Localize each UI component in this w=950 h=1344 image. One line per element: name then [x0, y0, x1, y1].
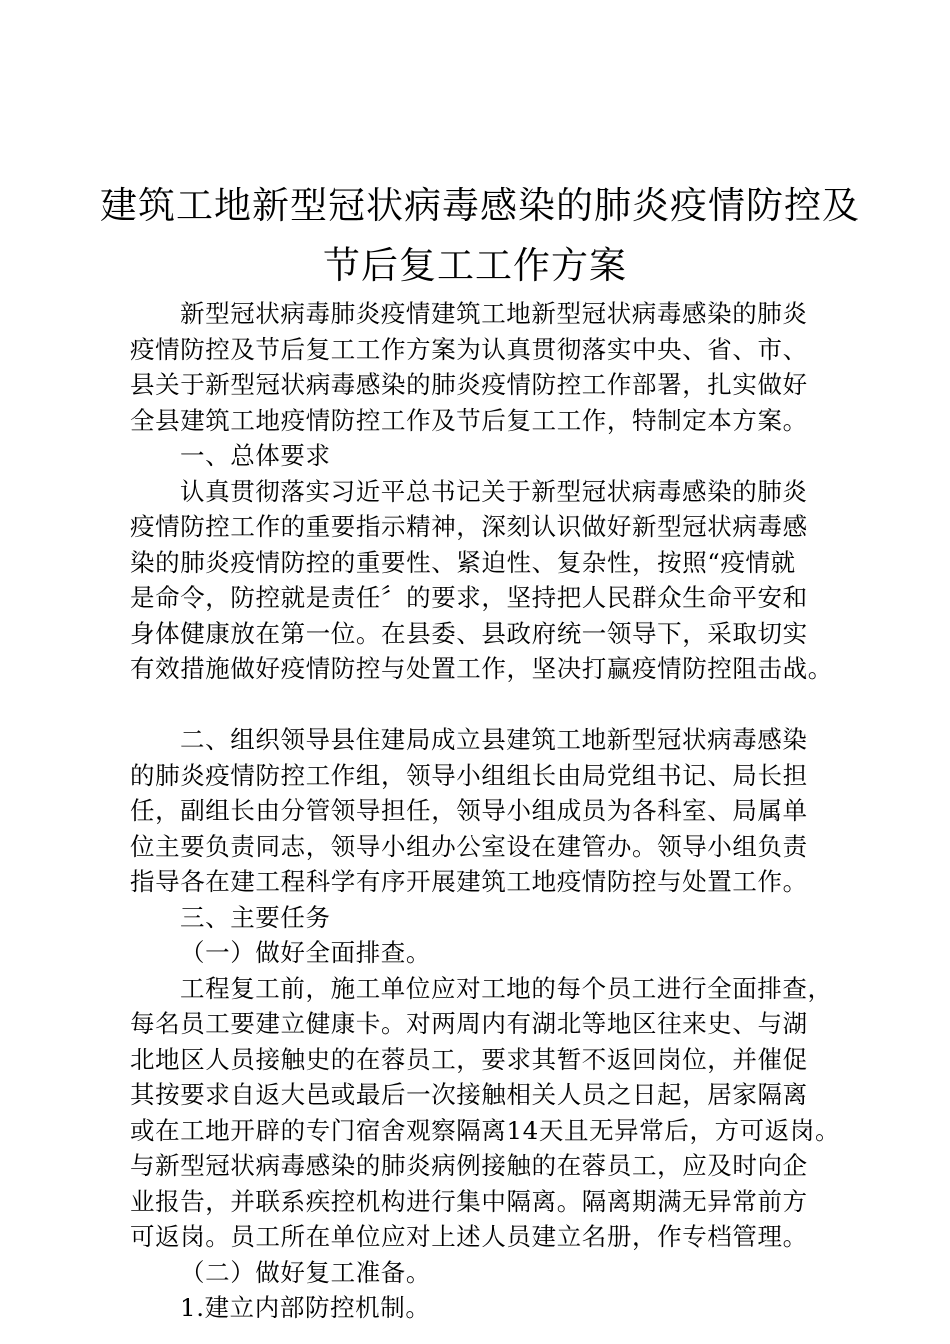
document-title-line-2: 节后复工工作方案	[323, 244, 627, 287]
intro-paragraph-line: 全县建筑工地疫情防控工作及节后复工工作，特制定本方案。	[130, 405, 808, 435]
paragraph-line: 工程复工前，施工单位应对工地的每个员工进行全面排查，	[180, 973, 833, 1003]
section-heading-main-tasks: 三、主要任务	[180, 902, 331, 932]
paragraph-line: 与新型冠状病毒感染的肺炎病例接触的在蓉员工，应及时向企	[130, 1151, 808, 1180]
paragraph-line: 可返岗。员工所在单位应对上述人员建立名册，作专档管理。	[130, 1222, 808, 1251]
paragraph-line: 位主要负责同志，领导小组办公室设在建管办。领导小组负责	[130, 831, 808, 861]
list-item-internal-mechanism: 1.建立内部防控机制。	[180, 1293, 431, 1322]
paragraph-line: 有效措施做好疫情防控与处置工作，坚决打赢疫情防控阻击战。	[130, 654, 833, 683]
paragraph-line: 疫情防控工作的重要指示精神，深刻认识做好新型冠状病毒感	[130, 512, 808, 541]
intro-paragraph-line: 疫情防控及节后复工工作方案为认真贯彻落实中央、省、市、	[130, 334, 808, 364]
intro-paragraph-line: 新型冠状病毒肺炎疫情建筑工地新型冠状病毒感染的肺炎	[180, 299, 808, 328]
paragraph-line: 任，副组长由分管领导担任，领导小组成员为各科室、局属单	[130, 796, 808, 825]
subsection-heading-screening: （一）做好全面排查。	[180, 938, 431, 967]
paragraph-line: 认真贯彻落实习近平总书记关于新型冠状病毒感染的肺炎	[180, 476, 808, 506]
document-title-line-1: 建筑工地新型冠状病毒感染的肺炎疫情防控及	[100, 184, 860, 227]
paragraph-line: 其按要求自返大邑或最后一次接触相关人员之日起，居家隔离	[130, 1080, 808, 1109]
paragraph-line: 业报告，并联系疾控机构进行集中隔离。隔离期满无异常前方	[130, 1186, 808, 1216]
paragraph-line: 每名员工要建立健康卡。对两周内有湖北等地区往来史、与湖	[130, 1009, 808, 1038]
paragraph-line: 染的肺炎疫情防控的重要性、紧迫性、复杂性，按照“疫情就	[130, 547, 796, 577]
subsection-heading-resumption-preparation: （二）做好复工准备。	[180, 1257, 431, 1287]
paragraph-line: 的肺炎疫情防控工作组，领导小组组长由局党组书记、局长担	[130, 760, 808, 790]
paragraph-line: 指导各在建工程科学有序开展建筑工地疫情防控与处置工作。	[130, 867, 808, 896]
paragraph-line: 北地区人员接触史的在蓉员工，要求其暂不返回岗位，并催促	[130, 1044, 808, 1074]
paragraph-line: 是命令，防控就是责任〞的要求，坚持把人民群众生命平安和	[130, 583, 808, 612]
section-heading-overall-requirements: 一、总体要求	[180, 441, 331, 470]
section-organization-line: 二、组织领导县住建局成立县建筑工地新型冠状病毒感染	[180, 725, 808, 754]
document-body	[130, 296, 841, 1326]
paragraph-spacer	[130, 687, 830, 723]
paragraph-line: 或在工地开辟的专门宿舍观察隔离14天且无异常后，方可返岗。	[130, 1115, 841, 1145]
intro-paragraph-line: 县关于新型冠状病毒感染的肺炎疫情防控工作部署，扎实做好	[130, 370, 808, 399]
paragraph-line: 身体健康放在第一位。在县委、县政府统一领导下，采取切实	[130, 618, 808, 648]
